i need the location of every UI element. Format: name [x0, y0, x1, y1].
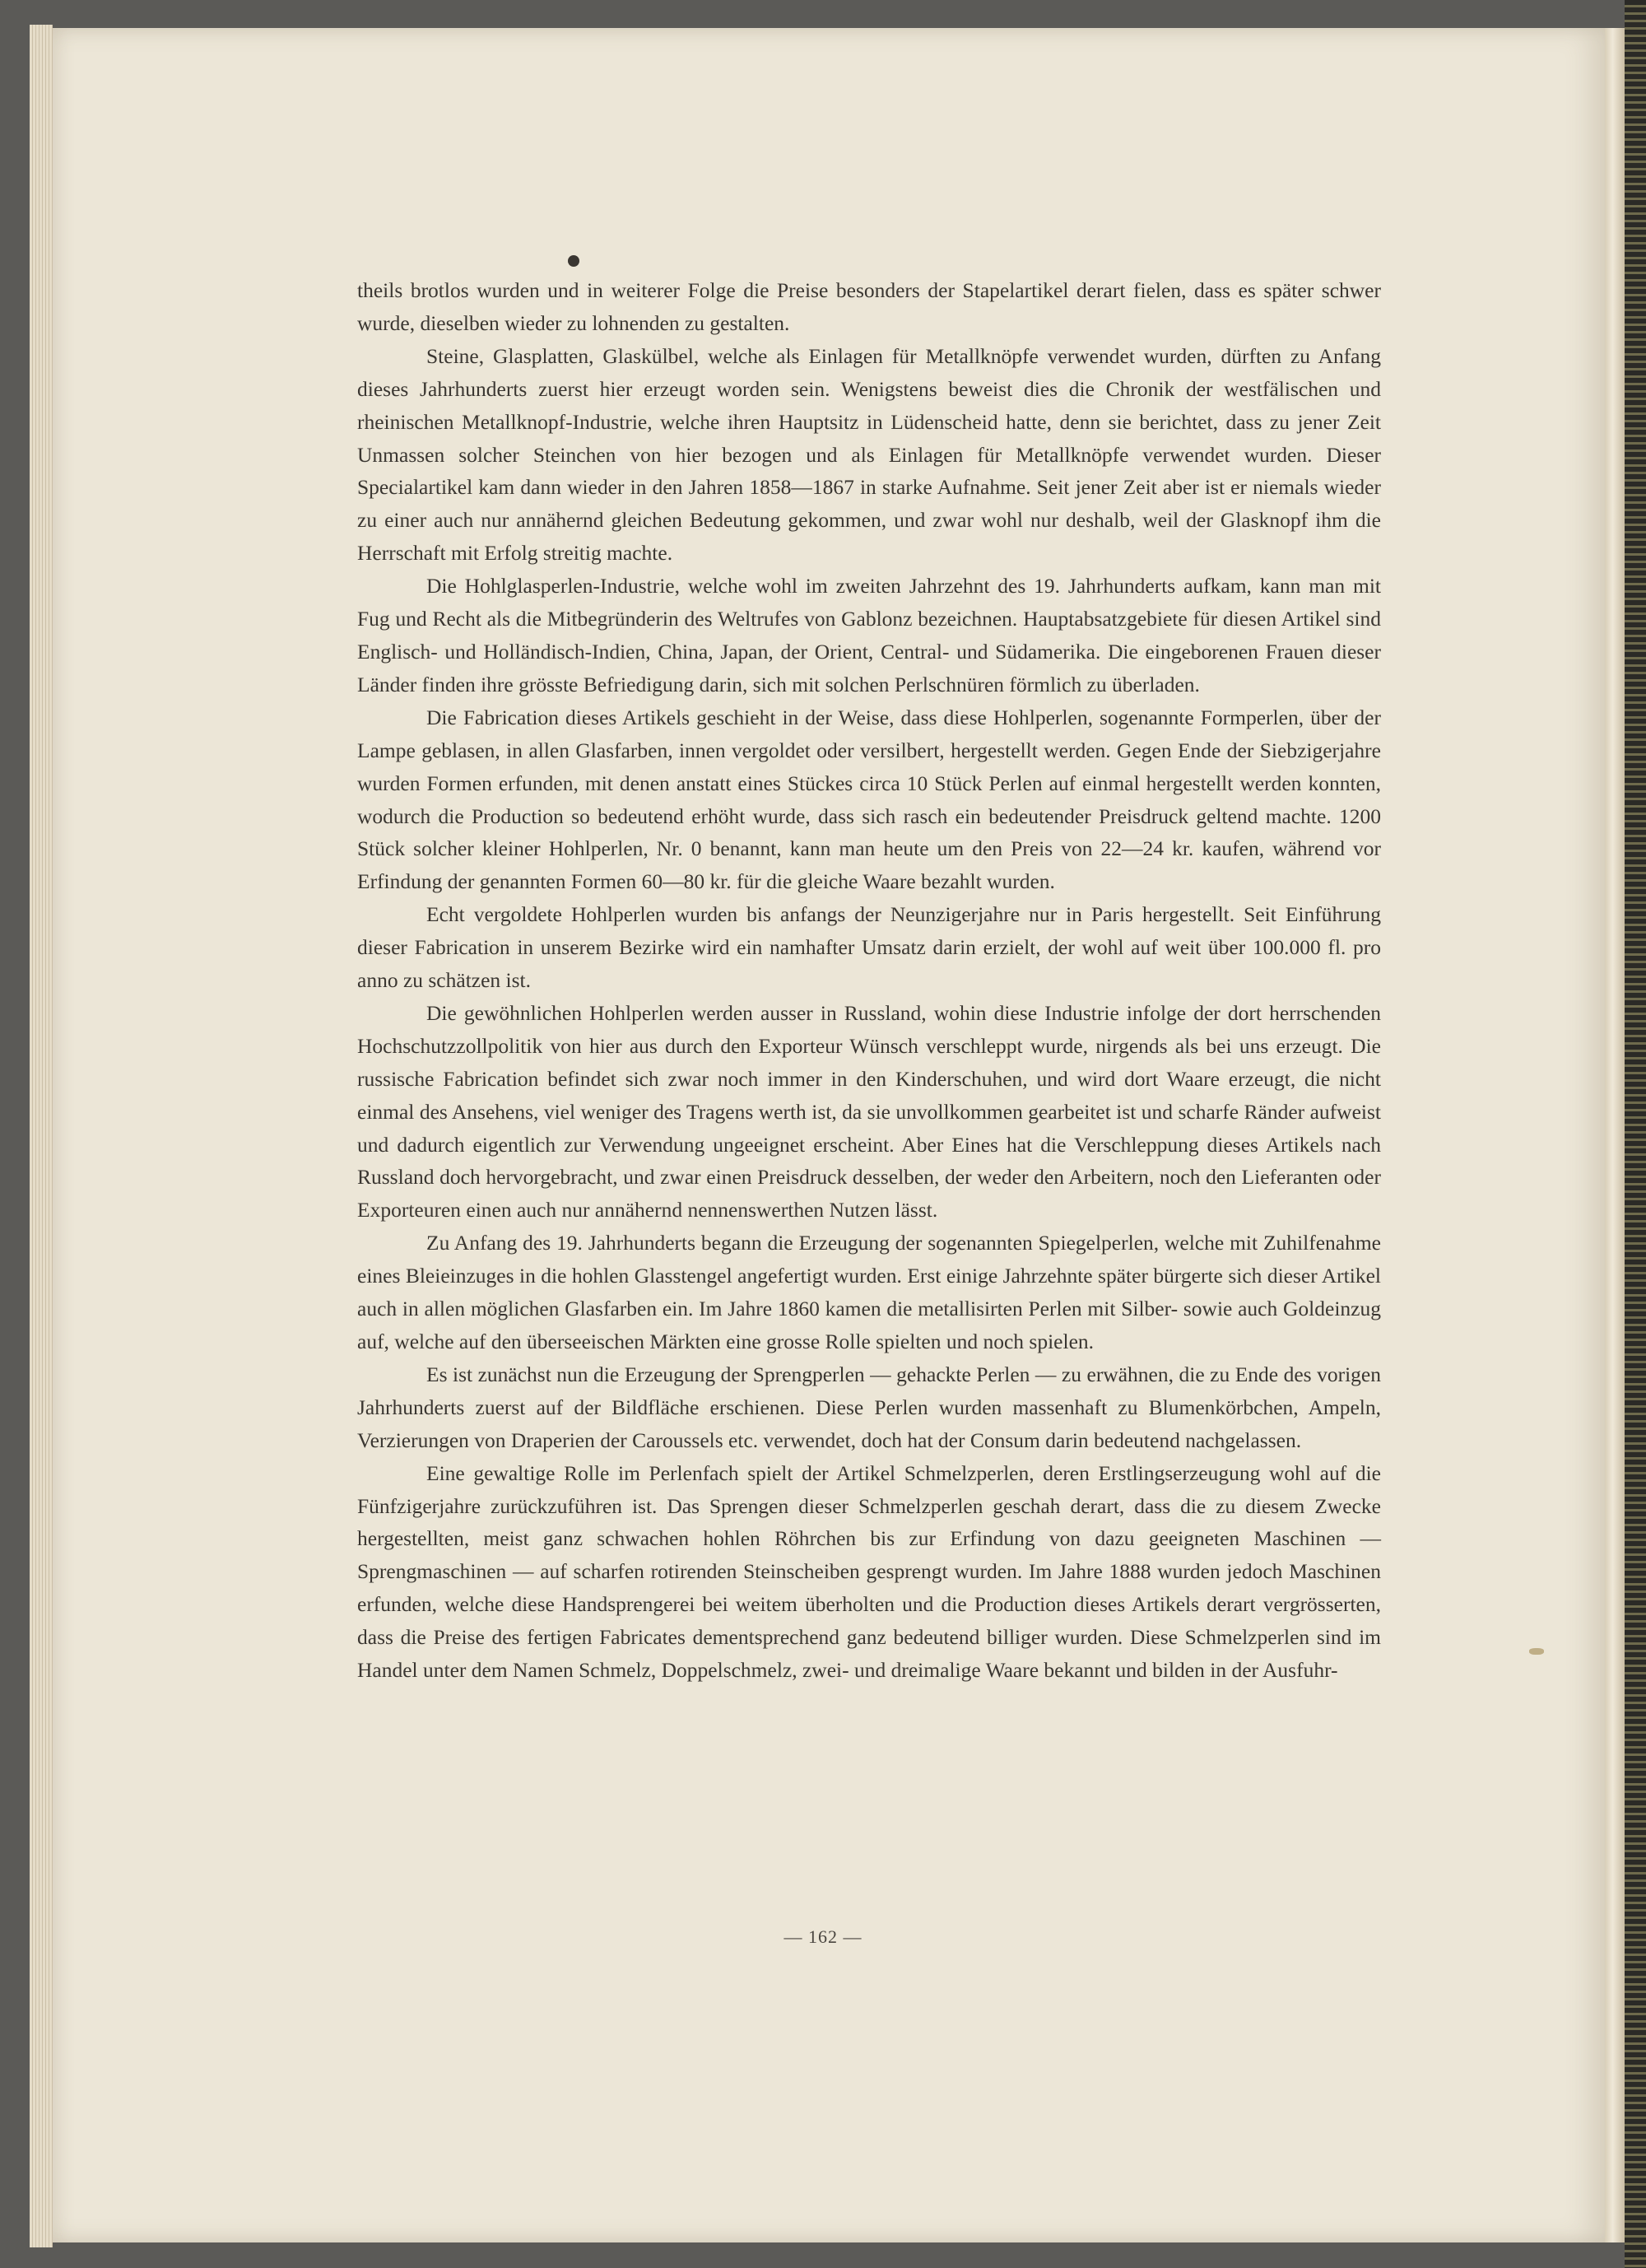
paper-speck	[1529, 1648, 1544, 1655]
paragraph-glass-stones: Steine, Glasplatten, Glaskülbel, welche als Einlagen für Metallknöpfe verwendet wurden, dürften zu Anfang dieses Jahrhunderts zuerst hier erzeugt worden sein. Wenigstens beweist dies die Chronik der westfälischen und rheinischen Metallknopf-Industrie, welche ihren Hauptsitz in Lüdenscheid hatte, denn sie berichtet, dass zu jener Zeit Unmassen solcher Steinchen von hier bezogen und als Einlagen für Metallknöpfe verwendet wurden. Dieser Specialartikel kam dann wieder in den Jahren 1858—1867 in starke Aufnahme. Seit jener Zeit aber ist er niemals wieder zu einer auch nur annähernd gleichen Bedeutung gekommen, und zwar wohl nur deshalb, weil der Glasknopf ihm die Herrschaft mit Erfolg streitig machte.	[357, 343, 1381, 566]
body-text	[357, 274, 1381, 1687]
paragraph-gilded-beads: Echt vergoldete Hohlperlen wurden bis anfangs der Neunzigerjahre nur in Paris hergestellt. Seit Einführung dieser Fabrication in unserem Bezirke wird ein namhafter Umsatz darin erzielt, der wohl auf weit über 100.000 fl. pro anno zu schätzen ist.	[357, 902, 1381, 993]
page-edge-stack	[30, 25, 53, 2247]
paragraph-schmelzperlen: Eine gewaltige Rolle im Perlenfach spielt der Artikel Schmelzperlen, deren Erstlingserzeugung wohl auf die Fünfzigerjahre zurückzuführen ist. Das Sprengen dieser Schmelzperlen geschah derart, dass die zu diesem Zwecke hergestellten, meist ganz schwachen hohlen Röhrchen bis zur Erfindung von dazu geeigneten Maschinen — Sprengmaschinen — auf scharfen rotirenden Steinscheiben gesprengt wurden. Im Jahre 1888 wurden jedoch Maschinen erfunden, welche diese Handsprengerei bei weitem überholten und die Production dieses Artikels derart vergrösserten, dass die Preise des fertigen Fabricates dementsprechend ganz bedeutend billiger wurden. Diese Schmelzperlen sind im Handel unter dem Namen Schmelz, Doppelschmelz, zwei- und dreimalige Waare bekannt und bilden in der Ausfuhr-	[357, 1460, 1381, 1683]
paragraph-continued: theils brotlos wurden und in weiterer Folge die Preise besonders der Stapelartikel derart fielen, dass es später schwer wurde, dieselben wieder zu lohnenden zu gestalten.	[357, 278, 1381, 335]
page-right-edge	[1605, 28, 1625, 2242]
paragraph-russia: Die gewöhnlichen Hohlperlen werden ausser in Russland, wohin diese Industrie infolge der dort herrschenden Hochschutzzollpolitik von hier aus durch den Exporteur Wünsch verschleppt wurde, nirgends als bei uns erzeugt. Die russische Fabrication befindet sich zwar noch immer in den Kinderschuhen, und wird dort Waare erzeugt, die nicht einmal des Ansehens, viel weniger des Tragens werth ist, da sie unvollkommen gearbeitet ist und scharfe Ränder aufweist und dadurch eigentlich zur Verwendung ungeeignet erscheint. Aber Eines hat die Verschleppung dieses Artikels nach Russland doch hervorgebracht, und zwar einen Preisdruck desselben, der weder den Arbeitern, noch den Lieferanten oder Exporteuren einen auch nur annähernd nennenswerthen Nutzen lässt.	[357, 1000, 1381, 1222]
paragraph-sprengperlen: Es ist zunächst nun die Erzeugung der Sprengperlen — gehackte Perlen — zu erwähnen, die zu Ende des vorigen Jahrhunderts zuerst auf der Bildfläche erschienen. Diese Perlen wurden massenhaft zu Blumenkörbchen, Ampeln, Verzierungen von Draperien der Caroussels etc. verwendet, doch hat der Consum darin bedeutend nachgelassen.	[357, 1362, 1381, 1452]
page-number: — 162 —	[783, 1926, 863, 1947]
paragraph-hollow-glass-beads: Die Hohlglasperlen-Industrie, welche wohl im zweiten Jahrzehnt des 19. Jahrhunderts aufkam, kann man mit Fug und Recht als die Mitbegründerin des Weltrufes von Gablonz bezeichnen. Hauptabsatzgebiete für diesen Artikel sind Englisch- und Holländisch-Indien, China, Japan, der Orient, Central- und Südamerika. Die eingeborenen Frauen dieser Länder finden ihre grösste Befriedigung darin, sich mit solchen Perlschnüren förmlich zu überladen.	[357, 574, 1381, 696]
paragraph-fabrication: Die Fabrication dieses Artikels geschieht in der Weise, dass diese Hohlperlen, sogenannte Formperlen, über der Lampe geblasen, in allen Glasfarben, innen vergoldet oder versilbert, hergestellt werden. Gegen Ende der Siebzigerjahre wurden Formen erfunden, mit denen anstatt eines Stückes circa 10 Stück Perlen auf einmal hergestellt werden konnten, wodurch die Production so bedeutend erhöht wurde, dass sich rasch ein bedeutender Preisdruck geltend machte. 1200 Stück solcher kleiner Hohlperlen, Nr. 0 benannt, kann man heute um den Preis von 22—24 kr. kaufen, während vor Erfindung der genannten Formen 60—80 kr. für die gleiche Waare bezahlt wurden.	[357, 705, 1381, 894]
ink-spot	[568, 255, 579, 267]
paragraph-mirror-beads: Zu Anfang des 19. Jahrhunderts begann die Erzeugung der sogenannten Spiegelperlen, welche mit Zuhilfenahme eines Bleieinzuges in die hohlen Glasstengel angefertigt wurden. Erst einige Jahrzehnte später bürgerte sich dieser Artikel auch in allen möglichen Glasfarben ein. Im Jahre 1860 kamen die metallisirten Perlen mit Silber- sowie auch Goldeinzug auf, welche auf den überseeischen Märkten eine grosse Rolle spielten und noch spielen.	[357, 1231, 1381, 1353]
